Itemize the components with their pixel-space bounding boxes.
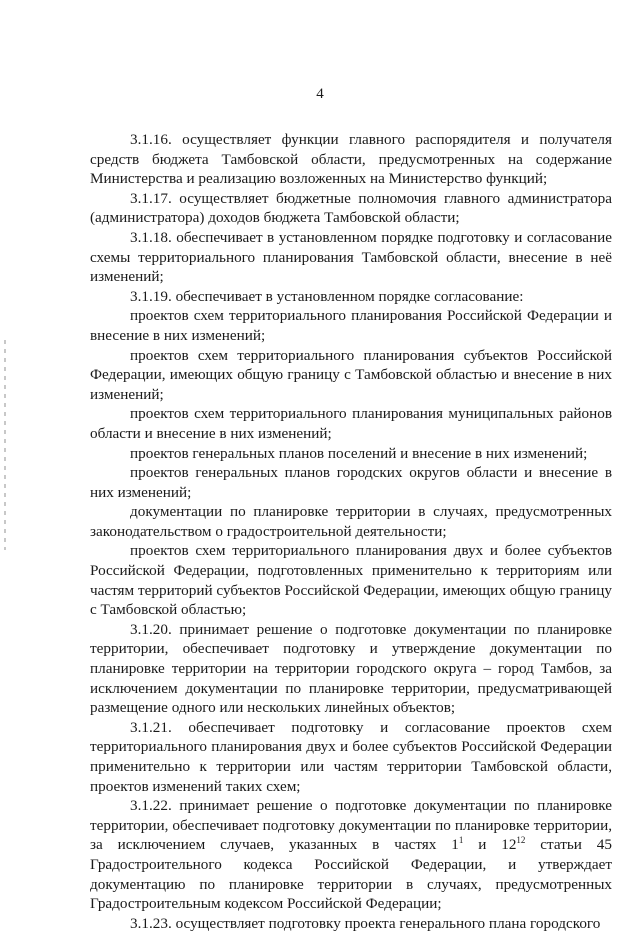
p22-superscript-1: 1: [458, 835, 464, 846]
margin-scan-mark: [4, 340, 6, 550]
list-item-rf-schemes: проектов схем территориального планирования Российской Федерации и внесение в них изменений;: [90, 307, 612, 344]
paragraph-3-1-21: 3.1.21. обеспечивает подготовку и согласование проектов схем территориального планирования двух и более субъектов Российской Федерации применительно к территории или частям территории Тамбовской области, проектов изменений таких схем;: [90, 718, 612, 795]
paragraph-3-1-18: 3.1.18. обеспечивает в установленном порядке подготовку и согласование схемы территориального планирования Тамбовской области, внесение в неё изменений;: [90, 228, 612, 286]
paragraph-3-1-20: 3.1.20. принимает решение о подготовке документации по планировке территории, обеспечивает подготовку и утверждение документации по планировке территории на территории городского округа – город Тамбов, за исключением документации по планировке территории, предусматривающей размещение одного или нескольких линейных объектов;: [90, 620, 612, 717]
list-item-city-district-plans: проектов генеральных планов городских округов области и внесение в них изменений;: [90, 464, 612, 501]
list-item-planning-documentation: документации по планировке территории в случаях, предусмотренных законодательством о градостроительной деятельности;: [90, 503, 612, 540]
page-number: 4: [316, 86, 324, 102]
p22-text-before: 3.1.22. принимает решение о подготовке документации по планировке территории, обеспечивает подготовку документации по планировке территории, за исключением случаев, указанных в частях 1: [90, 797, 612, 854]
p22-text-mid: и 12: [463, 836, 517, 854]
paragraph-3-1-22: [90, 796, 612, 914]
list-item-settlement-plans: проектов генеральных планов поселений и внесение в них изменений;: [130, 444, 588, 462]
paragraph-3-1-23: 3.1.23. осуществляет подготовку проекта генерального плана городского: [130, 914, 601, 932]
list-item-municipal-schemes: проектов схем территориального планирования муниципальных районов области и внесение в них изменений;: [90, 405, 612, 442]
p22-superscript-12: 12: [516, 835, 526, 846]
paragraph-3-1-17: 3.1.17. осуществляет бюджетные полномочия главного администратора (администратора) доходов бюджета Тамбовской области;: [90, 189, 612, 227]
document-body: [90, 130, 612, 933]
p22-text-after: статьи 45 Градостроительного кодекса Российской Федерации, и утверждает документацию по планировке территории в случаях, предусмотренных Градостроительным кодексом Российской Федерации;: [90, 836, 612, 913]
paragraph-3-1-19: 3.1.19. обеспечивает в установленном порядке согласование:: [130, 287, 524, 305]
list-item-multi-subject-schemes: проектов схем территориального планирования двух и более субъектов Российской Федерации, подготовленных применительно к территориям или частям территорий субъектов Российской Федерации, имеющих общую границу с Тамбовской областью;: [90, 542, 612, 619]
paragraph-3-1-16: 3.1.16. осуществляет функции главного распорядителя и получателя средств бюджета Тамбовской области, предусмотренных на содержание Министерства и реализацию возложенных на Министерство функций;: [90, 131, 612, 188]
list-item-subject-schemes: проектов схем территориального планирования субъектов Российской Федерации, имеющих общую границу с Тамбовской областью и внесение в них изменений;: [90, 346, 612, 403]
